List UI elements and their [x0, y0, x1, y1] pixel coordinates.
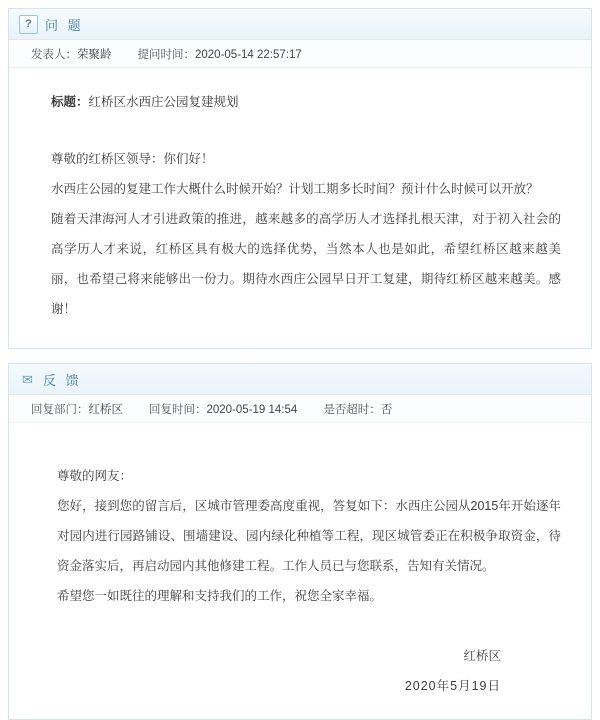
- feedback-department: [31, 401, 123, 417]
- question-time: [138, 46, 302, 62]
- feedback-signature: [39, 641, 561, 701]
- feedback-card-header: [9, 364, 591, 395]
- question-paragraph: 随着天津海河人才引进政策的推进，越来越多的高学历人才选择扎根天津，对于初入社会的高学历人才来说，红桥区具有极大的选择优势，当然本人也是如此，希望红桥区越来越美丽，也希望己将来能够出一份力。期待水西庄公园早日开工复建，期待红桥区越来越美。感谢！: [51, 212, 561, 316]
- feedback-card: [8, 363, 592, 720]
- feedback-paragraph: 您好，接到您的留言后，区城市管理委高度重视，答复如下：水西庄公园从2015年开始逐年对园内进行园路铺设、围墙建设、园内绿化种植等工程，现区城管委正在积极争取资金，待资金落实后，再启动园内其他修建工程。工作人员已与您联系，告知有关情况。: [57, 499, 561, 573]
- question-paragraph: 水西庄公园的复建工作大概什么时候开始？计划工期多长时间？预计什么时候可以开放？: [51, 182, 539, 196]
- feedback-overtime-label: 是否超时：: [323, 403, 381, 416]
- feedback-header-title: 反 馈: [43, 372, 82, 388]
- feedback-department-label: 回复部门：: [31, 403, 89, 416]
- question-time-value: 2020-05-14 22:57:17: [195, 48, 302, 61]
- feedback-body: [9, 423, 591, 719]
- question-body: [9, 68, 591, 348]
- feedback-paragraph: 尊敬的网友：: [57, 469, 133, 483]
- feedback-department-value: 红桥区: [88, 403, 123, 416]
- question-author-label: 发表人：: [31, 48, 77, 61]
- feedback-time-label: 回复时间：: [149, 403, 207, 416]
- question-paragraph: 尊敬的红桥区领导：你们好！: [51, 152, 214, 166]
- question-subject-label: 标题：: [51, 95, 89, 109]
- feedback-meta-bar: [9, 395, 591, 423]
- feedback-signature-department: 红桥区: [463, 649, 501, 663]
- feedback-time: [149, 401, 297, 417]
- feedback-overtime-value: 否: [380, 403, 393, 416]
- question-card: [8, 8, 592, 349]
- question-author-value: 荣聚龄: [77, 48, 112, 61]
- feedback-signature-date: 2020年5月19日: [404, 679, 501, 693]
- question-meta-bar: [9, 40, 591, 68]
- question-subject: [51, 92, 561, 110]
- feedback-icon: ✉: [22, 371, 33, 387]
- question-header-title: 问 题: [45, 17, 84, 33]
- question-author: [31, 46, 112, 62]
- question-mark-icon: ?: [19, 15, 38, 34]
- feedback-paragraph: 希望您一如既往的理解和支持我们的工作，祝您全家幸福。: [57, 589, 383, 603]
- feedback-overtime: [323, 401, 392, 417]
- question-subject-value: 红桥区水西庄公园复建规划: [88, 95, 239, 109]
- feedback-time-value: 2020-05-19 14:54: [206, 403, 298, 416]
- question-time-label: 提问时间：: [137, 48, 195, 61]
- question-card-header: [9, 9, 591, 40]
